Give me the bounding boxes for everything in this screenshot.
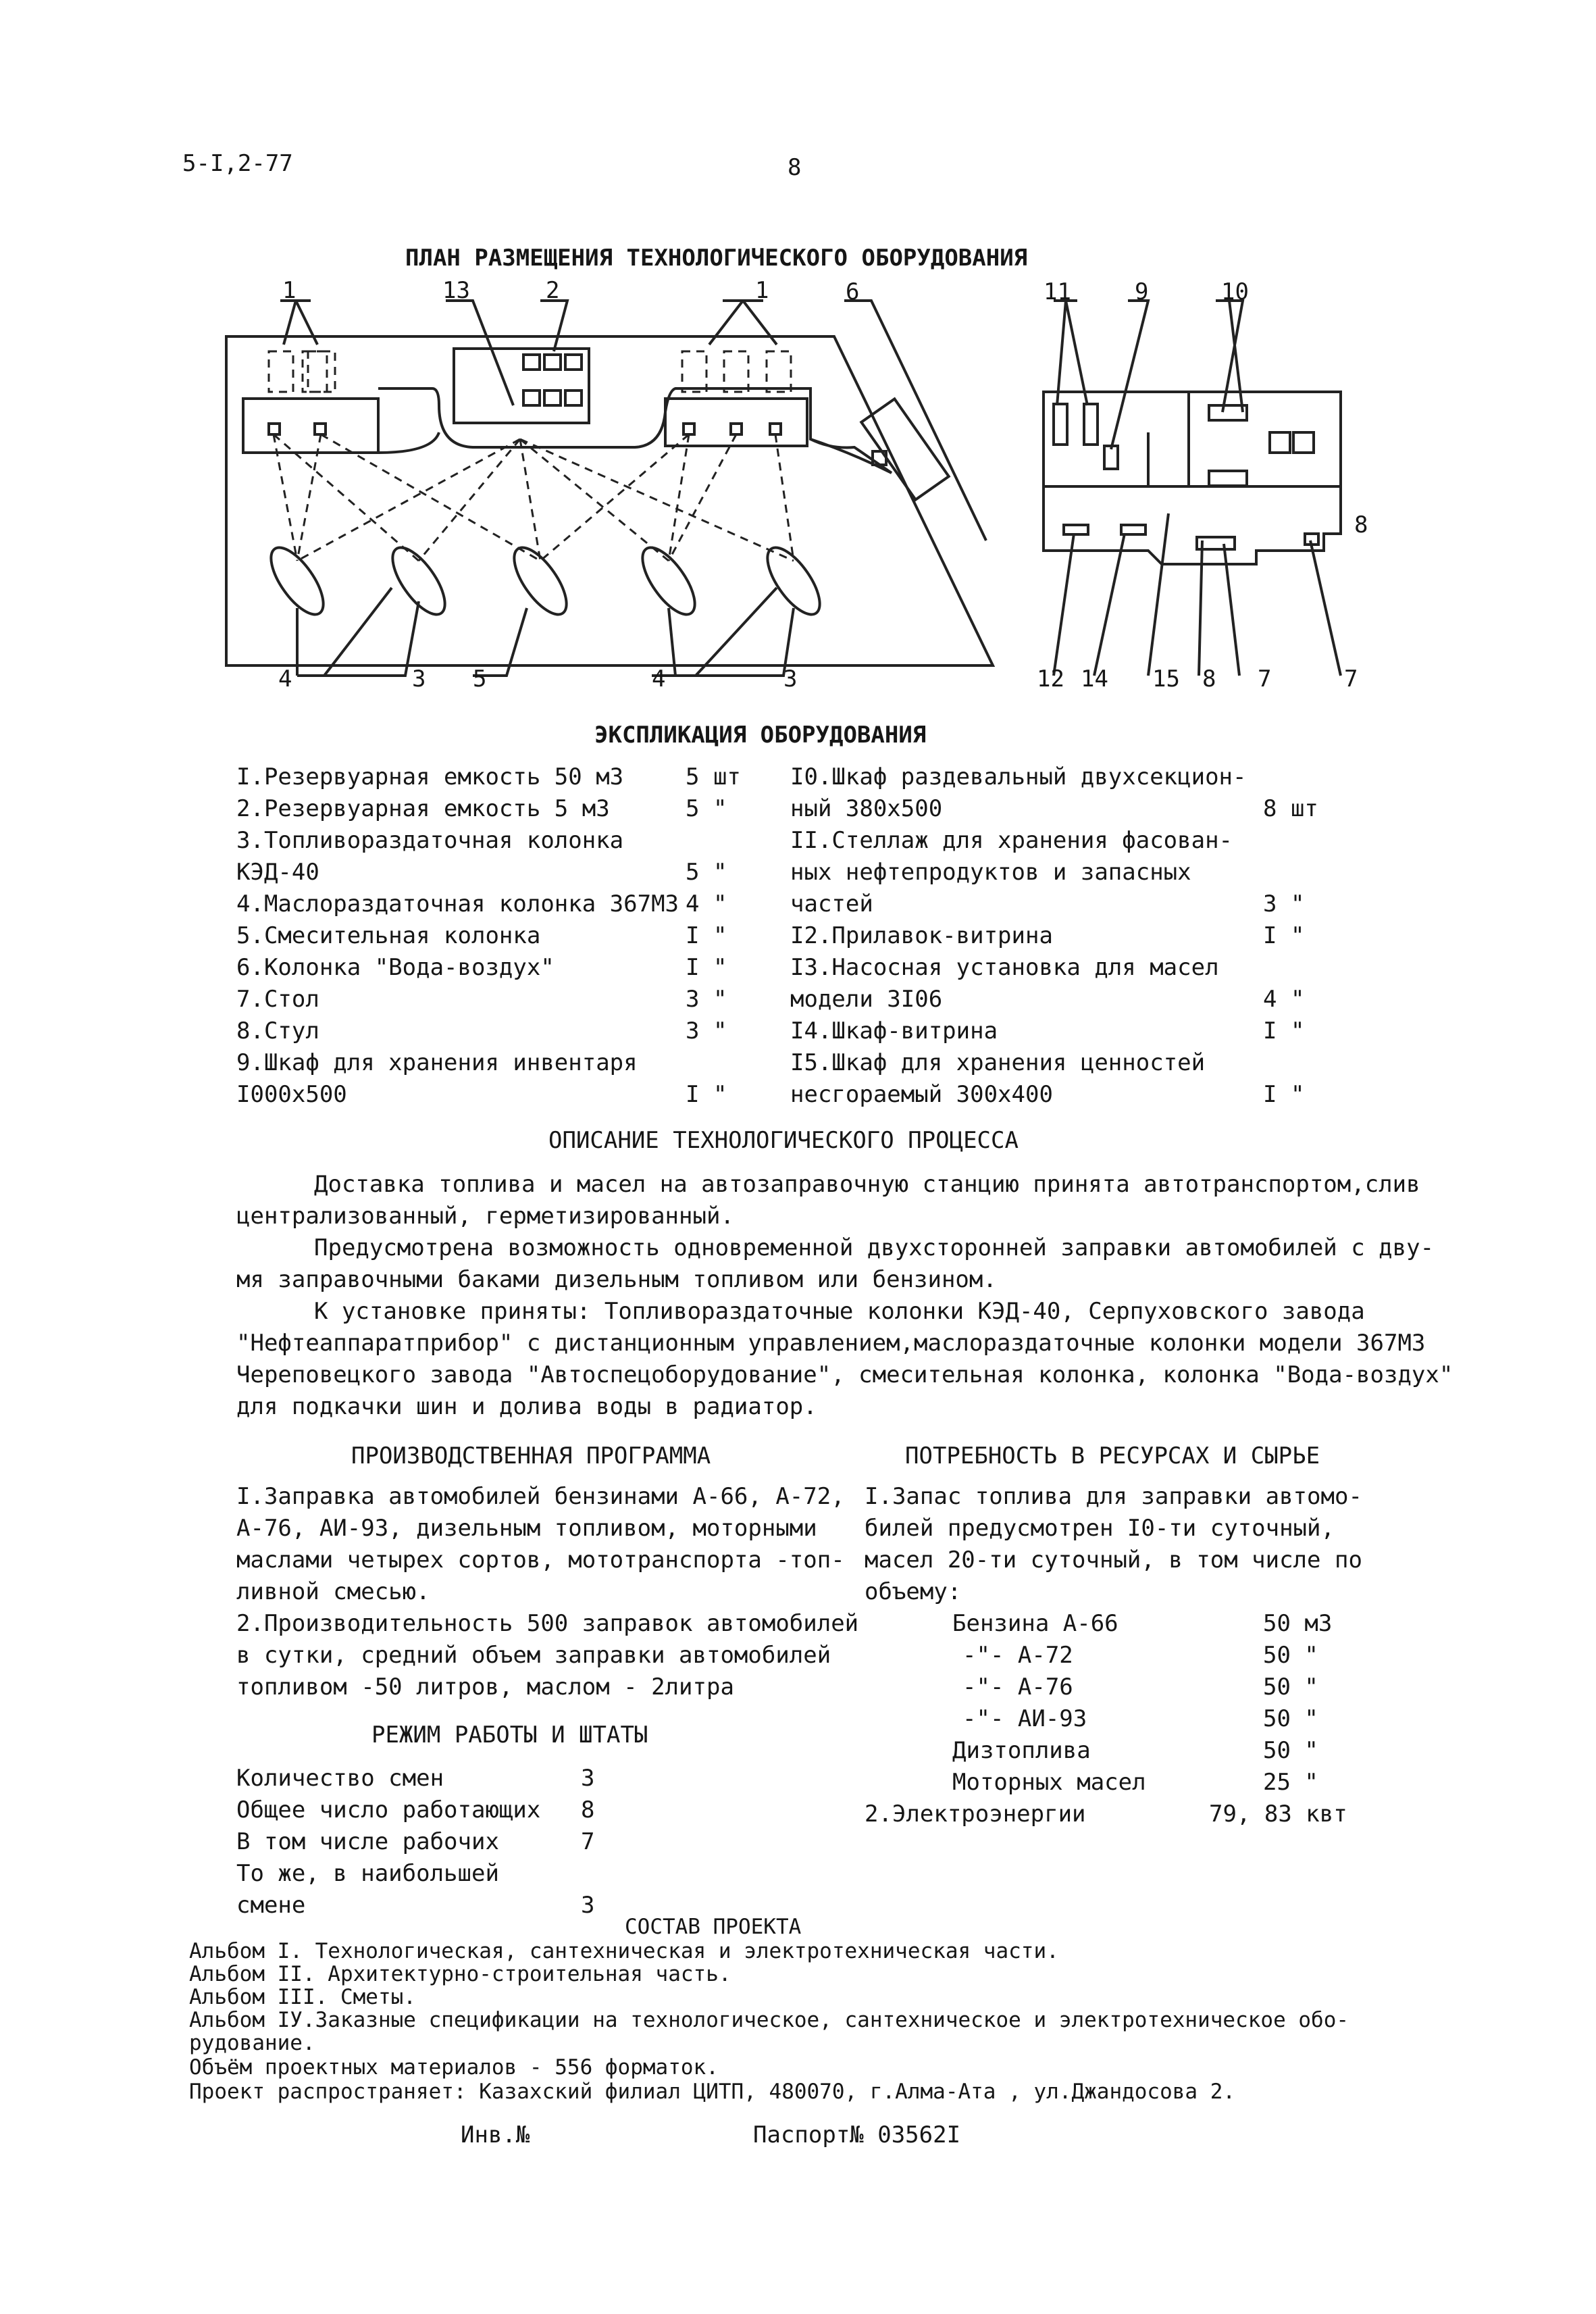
resource-label: Бензина А-66	[952, 1610, 1118, 1637]
explication-item: ных нефтепродуктов и запасных	[790, 859, 1191, 886]
resources-intro: I.Запас топлива для заправки автомо-	[865, 1483, 1362, 1510]
dispenser-3	[505, 540, 576, 623]
electricity-label: 2.Электроэнергии	[865, 1801, 1086, 1828]
staff-value: 8	[581, 1796, 595, 1823]
program-line: I.Заправка автомобилей бензинами А-66, А-72,	[236, 1483, 845, 1510]
callout-13: 13	[442, 277, 470, 304]
electricity-value: 79, 83 квт	[1209, 1801, 1347, 1828]
explication-item: частей	[790, 890, 873, 917]
explication-qty: 5 "	[686, 859, 727, 886]
resource-value: 50 "	[1263, 1674, 1318, 1701]
staff-value: 3	[581, 1765, 595, 1792]
plan-title: ПЛАН РАЗМЕЩЕНИЯ ТЕХНОЛОГИЧЕСКОГО ОБОРУДОВАНИЯ	[405, 245, 1028, 272]
callout-8-bottom: 8	[1202, 665, 1216, 693]
program-title: ПРОИЗВОДСТВЕННАЯ ПРОГРАММА	[351, 1442, 711, 1469]
composition-line: Объём проектных материалов - 556 форматок.	[189, 2055, 719, 2080]
explication-item: 3.Топливораздаточная колонка	[236, 827, 624, 854]
resource-label: -"- А-76	[962, 1674, 1073, 1701]
callout-2: 2	[546, 277, 560, 304]
staff-value: 3	[581, 1892, 595, 1919]
callout-12: 12	[1037, 665, 1064, 693]
staff-value: 7	[581, 1828, 595, 1855]
process-line: Предусмотрена возможность одновременной двухсторонней заправки автомобилей с дву-	[314, 1234, 1435, 1261]
staff-label: То же, в наибольшей	[236, 1860, 499, 1887]
process-line: мя заправочными баками дизельным топливом или бензином.	[236, 1266, 997, 1293]
explication-item: 7.Стол	[236, 986, 319, 1013]
page-number: 8	[788, 154, 802, 181]
program-line: 2.Производительность 500 заправок автомобилей	[236, 1610, 859, 1637]
callout-4-left: 4	[278, 665, 292, 693]
staff-label: смене	[236, 1892, 306, 1919]
program-line: А-76, АИ-93, дизельным топливом, моторными	[236, 1515, 817, 1542]
process-line: К установке приняты: Топливораздаточные колонки КЭД-40, Серпуховского завода	[314, 1298, 1365, 1325]
explication-qty: I "	[686, 922, 727, 949]
callout-14: 14	[1081, 665, 1108, 693]
callout-3-right: 3	[783, 665, 798, 693]
composition-title: СОСТАВ ПРОЕКТА	[625, 1915, 802, 1939]
staff-label: В том числе рабочих	[236, 1828, 499, 1855]
callout-6: 6	[846, 278, 860, 305]
explication-qty: 5 шт	[686, 763, 741, 790]
callout-7-b: 7	[1344, 665, 1358, 693]
composition-line: Альбом I. Технологическая, сантехническая и электротехническая части.	[189, 1939, 1059, 1963]
explication-qty: 3 "	[686, 986, 727, 1013]
resource-label: Дизтоплива	[952, 1737, 1091, 1764]
resources-title: ПОТРЕБНОСТЬ В РЕСУРСАХ И СЫРЬЕ	[905, 1442, 1320, 1469]
staff-label: Общее число работающих	[236, 1796, 541, 1823]
water-air-column	[861, 399, 948, 499]
dispenser-2	[383, 540, 455, 623]
resource-value: 50 "	[1263, 1737, 1318, 1764]
explication-qty: 8 шт	[1263, 795, 1318, 822]
composition-line: рудование.	[189, 2031, 315, 2055]
explication-item: I4.Шкаф-витрина	[790, 1017, 998, 1045]
callout-7-a: 7	[1258, 665, 1272, 693]
explication-qty: 3 "	[1263, 890, 1305, 917]
explication-item: I5.Шкаф для хранения ценностей	[790, 1049, 1206, 1076]
explication-qty: 3 "	[686, 1017, 727, 1045]
staff-title: РЕЖИМ РАБОТЫ И ШТАТЫ	[371, 1721, 648, 1749]
explication-item: I.Резервуарная емкость 50 м3	[236, 763, 624, 790]
explication-title: ЭКСПЛИКАЦИЯ ОБОРУДОВАНИЯ	[594, 722, 927, 749]
explication-item: 5.Смесительная колонка	[236, 922, 541, 949]
explication-qty: I "	[686, 1081, 727, 1108]
process-line: централизованный, герметизированный.	[236, 1203, 734, 1230]
resource-label: -"- А-72	[962, 1642, 1073, 1669]
explication-item: ный 380х500	[790, 795, 943, 822]
callout-5: 5	[473, 665, 487, 693]
program-line: в сутки, средний объем заправки автомобилей	[236, 1642, 831, 1669]
explication-item: несгораемый 300х400	[790, 1081, 1053, 1108]
explication-item: 9.Шкаф для хранения инвентаря	[236, 1049, 638, 1076]
resource-value: 50 "	[1263, 1705, 1318, 1732]
explication-qty: I "	[1263, 922, 1305, 949]
explication-item: 8.Стул	[236, 1017, 319, 1045]
composition-line: Альбом III. Сметы.	[189, 1985, 416, 2009]
composition-line: Альбом II. Архитектурно-строительная часть.	[189, 1962, 731, 1986]
callout-15: 15	[1152, 665, 1180, 693]
program-line: маслами четырех сортов, мототранспорта -топ-	[236, 1546, 845, 1574]
passport-number: Паспорт№ 03562I	[753, 2121, 961, 2148]
canopy-left	[243, 399, 378, 453]
callout-1-left: 1	[282, 277, 297, 304]
operator-building	[1044, 392, 1341, 564]
explication-item: I2.Прилавок-витрина	[790, 922, 1053, 949]
explication-item: I3.Насосная установка для масел	[790, 954, 1219, 981]
explication-qty: I "	[1263, 1081, 1305, 1108]
process-line: "Нефтеаппаратприбор" с дистанционным управлением,маслораздаточные колонки модели 367М3	[236, 1330, 1426, 1357]
explication-item: I000х500	[236, 1081, 347, 1108]
resources-intro: билей предусмотрен I0-ти суточный,	[865, 1515, 1335, 1542]
pump-room	[454, 349, 589, 423]
resource-label: Моторных масел	[952, 1769, 1146, 1796]
process-title: ОПИСАНИЕ ТЕХНОЛОГИЧЕСКОГО ПРОЦЕССА	[548, 1127, 1019, 1154]
explication-item: II.Стеллаж для хранения фасован-	[790, 827, 1233, 854]
callout-11: 11	[1044, 278, 1071, 305]
process-line: для подкачки шин и долива воды в радиатор.	[236, 1393, 817, 1420]
explication-qty: 4 "	[1263, 986, 1305, 1013]
process-line: Доставка топлива и масел на автозаправочную станцию принята автотранспортом,слив	[314, 1171, 1420, 1198]
explication-qty: 5 "	[686, 795, 727, 822]
resources-intro: масел 20-ти суточный, в том числе по	[865, 1546, 1362, 1574]
explication-item: модели 3I06	[790, 986, 943, 1013]
composition-line: Проект распространяет: Казахский филиал ЦИТП, 480070, г.Алма-Ата , ул.Джандосова 2.	[189, 2080, 1236, 2104]
resource-value: 50 "	[1263, 1642, 1318, 1669]
document-code: 5-I,2-77	[182, 150, 293, 177]
explication-qty: 4 "	[686, 890, 727, 917]
callout-8-side: 8	[1354, 511, 1368, 538]
explication-item: I0.Шкаф раздевальный двухсекцион-	[790, 763, 1247, 790]
resource-label: -"- АИ-93	[962, 1705, 1087, 1732]
explication-item: КЭД-40	[236, 859, 319, 886]
program-line: ливной смесью.	[236, 1578, 430, 1605]
callout-3-left: 3	[412, 665, 426, 693]
callout-1-right: 1	[755, 277, 769, 304]
callout-9: 9	[1135, 278, 1149, 305]
explication-qty: I "	[1263, 1017, 1305, 1045]
explication-qty: I "	[686, 954, 727, 981]
inventory-label: Инв.№	[461, 2121, 530, 2148]
callout-10: 10	[1221, 278, 1249, 305]
resource-value: 50 м3	[1263, 1610, 1333, 1637]
callout-4-right: 4	[652, 665, 666, 693]
process-line: Череповецкого завода "Автоспецоборудование", смесительная колонка, колонка "Вода-воздух"	[236, 1361, 1453, 1388]
explication-item: 6.Колонка "Вода-воздух"	[236, 954, 555, 981]
resources-intro: объему:	[865, 1578, 962, 1605]
program-line: топливом -50 литров, маслом - 2литра	[236, 1674, 734, 1701]
explication-item: 2.Резервуарная емкость 5 м3	[236, 795, 610, 822]
explication-item: 4.Маслораздаточная колонка 367М3	[236, 890, 679, 917]
composition-line: Альбом IУ.Заказные спецификации на технологическое, сантехническое и электротехническое обо-	[189, 2008, 1349, 2032]
staff-label: Количество смен	[236, 1765, 444, 1792]
resource-value: 25 "	[1263, 1769, 1318, 1796]
equipment-layout-drawing	[0, 0, 1596, 709]
